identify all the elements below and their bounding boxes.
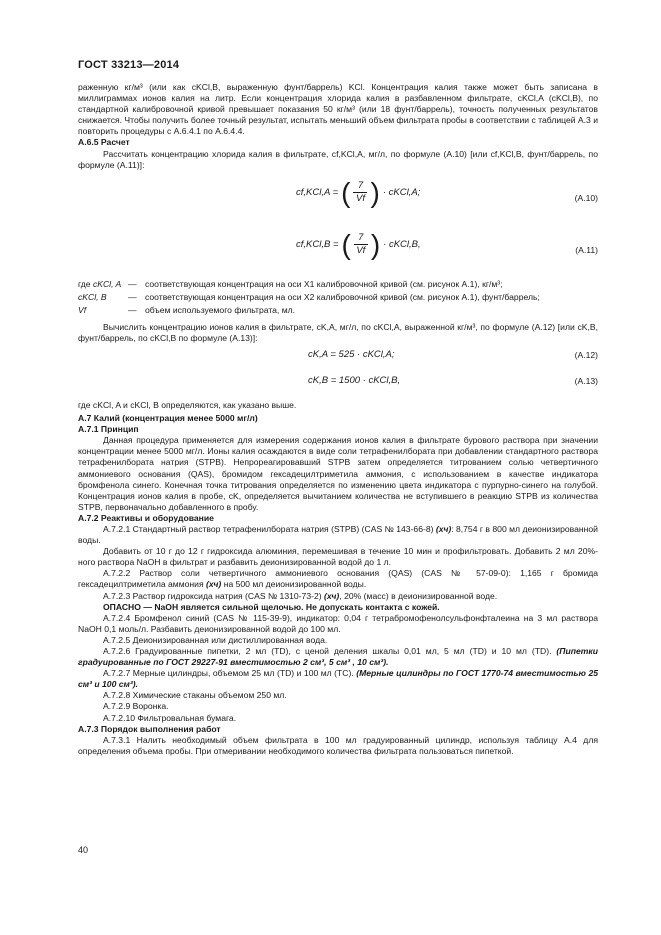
paragraph: А.7.2.8 Химические стаканы объемом 250 мл.: [103, 690, 287, 701]
paren-close: ): [370, 228, 381, 260]
definition-symbol: где cKCl, A: [78, 278, 122, 289]
fraction-denominator: Vf: [356, 245, 366, 257]
formula-number: (А.11): [575, 244, 598, 255]
definition-row: [78, 305, 598, 318]
definition-dash: —: [128, 291, 137, 302]
paragraph: раженную кг/м³ (или как cKCl,B, выраженную фунт/баррель) KCl. Концентрация калия также может быть записана в миллиграммах ионов калия на литр. Если концентрация хлорида калия в разбавленном фильтрате, cKCl,A (cKCl,B), по стандартной калибровочной кривой превышает показания 50 кг/м³ (или 18 фунт/баррель), точность полученных результатов снижается. Чтобы получить более точный результат, испытать меньший объем фильтрата пробы в соответствии с таблицей А.3 и повторить процедуры с А.6.4.1 по А.6.4.4.: [78, 82, 599, 137]
definition-dash: —: [128, 304, 137, 315]
formula-number: (А.10): [574, 192, 598, 203]
paragraph: А.7.2.2 Раствор соли четвертичного аммониевого основания (QAS) (CAS № 57-09-0): 1,165 г бромида гексадецилтриметила аммония (хч) на 500 мл деионизированной воды.: [78, 568, 598, 590]
paragraph: А.7.3.1 Налить необходимый объем фильтрата в 100 мл градуированный цилиндр, используя таблицу А.4 для определения объема пробы. При отмеривании необходимого количества фильтрата пользоваться пипеткой.: [78, 734, 598, 756]
paragraph: А.7.2.1 Стандартный раствор тетрафенилбората натрия (STPB) (CAS № 143-66-8) (хч): 8,754 г в 800 мл деионизированной воды.: [78, 523, 598, 546]
paragraph: Добавить от 10 г до 12 г гидроксида алюминия, перемешивая в течение 10 мин и профильтровать. Добавить 2 мл 20%-ного раствора NaOH в фильтрат и разбавить деионизированной водой до 1 л.: [78, 546, 598, 568]
page-body: [78, 82, 598, 757]
formula-lhs: cf,KCl,B =: [296, 239, 339, 251]
paragraph: А.7.2.10 Фильтровальная бумага.: [103, 712, 237, 723]
paragraph: А.7.2.3 Раствор гидроксида натрия (CAS № 1310-73-2) (хч), 20% (масс) в деионизированной воде.: [103, 590, 498, 601]
paragraph: А.7.2.4 Бромфенол синий (CAS № 115-39-9), индикатор: 0,04 г тетрабромофенолсульфонфталеина на 3 мл раствора NaOH 0,1 моль/л. Разбавить деионизированной водой до 100 мл.: [78, 612, 598, 634]
paragraph: А.7.2.5 Деионизированная или дистиллированная вода.: [103, 634, 328, 645]
formula-expression: cK,B = 1500 · cKCl,B,: [308, 374, 401, 386]
section-heading: А.7.1 Принцип: [78, 424, 139, 435]
section-heading: А.6.5 Расчет: [78, 137, 130, 148]
paragraph: А.7.2.6 Градуированные пипетки, 2 мл (TD), с ценой деления шкалы 0,01 мл, 5 мл (TD) и 10 мл (TD). (Пипетки градуированные по ГОСТ 29227-91 вместимостью 2 см³, 5 см³ , 10 см³).: [78, 646, 598, 668]
definition-text: соответствующая концентрация на оси X1 калибровочной кривой (см. рисунок А.1), кг/м³;: [145, 278, 503, 289]
formula-a13: [78, 370, 598, 396]
definition-text: соответствующая концентрация на оси X2 калибровочной кривой (см. рисунок А.1), фунт/баррель;: [145, 291, 540, 302]
definition-symbol: cKCl, B: [78, 291, 107, 302]
paragraph: Вычислить концентрацию ионов калия в фильтрате, cK,A, мг/л, по cKCl,A, выраженной кг/м³, по формуле (А.12) [или cK,B, фунт/баррель, по cKCl,B по формуле (А.13)]:: [78, 321, 598, 343]
fraction-numerator: 7: [357, 180, 364, 192]
section-heading: А.7 Калий (концентрация менее 5000 мг/л): [78, 413, 258, 424]
formula-a12: [78, 344, 598, 370]
definition-list: [78, 279, 598, 318]
fraction-denominator: Vf: [355, 193, 365, 205]
fraction: [353, 180, 367, 205]
formula-number: (А.12): [574, 349, 598, 360]
formula-rhs: · cKCl,A;: [382, 187, 421, 199]
definition-symbol: Vf: [78, 304, 87, 315]
formula-a10: [78, 171, 598, 223]
section-heading: А.7.3 Порядок выполнения работ: [78, 723, 221, 734]
section-heading: А.7.2 Реактивы и оборудование: [78, 512, 214, 523]
formula-lhs: cf,KCl,A =: [296, 187, 339, 199]
definition-row: [78, 292, 598, 305]
definition-dash: —: [128, 278, 137, 289]
paragraph: Рассчитать концентрацию хлорида калия в фильтрате, cf,KCl,A, мг/л, по формуле (А.10) [или cf,KCl,B, фунт/баррель, по формуле (А.11)]:: [78, 148, 598, 170]
paragraph: А.7.2.7 Мерные цилиндры, объемом 25 мл (TD) и 100 мл (TC). (Мерные цилиндры по ГОСТ 1770-74 вместимостью 25 см³ и 100 см³).: [78, 668, 599, 690]
paren-close: ): [370, 176, 380, 208]
paragraph: Данная процедура применяется для измерения содержания ионов калия в фильтрате бурового раствора при значении концентрации менее 5000 мг/л. Ионы калия осаждаются в виде соли тетрафенилбората при добавлении стандартного раствора тетрафенилбората натрия (STPB). Непрореагировавший STPB затем определяется титрованием солью четвертичного аммониевого основания (QAS), бромидом гексадецилтриметила аммония, с использованием в качестве индикатора бромфенола синего. Конечная точка титрования определяется по изменению цвета индикатора с пурпурно-синего на голубой. Концентрация ионов калия в пробе, cK, определяется вычитанием количества не вступившего в реакцию STPB из количества STPB, первоначально добавленного в пробу.: [78, 435, 598, 512]
formula-expression: cK,A = 525 · cKCl,A;: [308, 348, 395, 360]
paren-open: (: [341, 228, 351, 260]
page-number: 40: [78, 845, 89, 855]
paragraph: А.7.2.9 Воронка.: [103, 701, 169, 712]
definition-text: объем используемого фильтрата, мл.: [145, 304, 296, 315]
definition-row: [78, 279, 598, 292]
warning: ОПАСНО — NaOH является сильной щелочью. Не допускать контакта с кожей.: [103, 601, 440, 612]
formula-a11: [78, 223, 598, 275]
fraction-numerator: 7: [358, 232, 364, 244]
formula-number: (А.13): [574, 375, 598, 386]
paragraph: где cKCl, A и cKCl, B определяются, как указано выше.: [78, 399, 297, 410]
document-header: ГОСТ 33213—2014: [78, 59, 180, 71]
paren-open: (: [341, 176, 351, 208]
formula-rhs: · cKCl,B,: [383, 239, 421, 251]
fraction: [354, 232, 368, 257]
